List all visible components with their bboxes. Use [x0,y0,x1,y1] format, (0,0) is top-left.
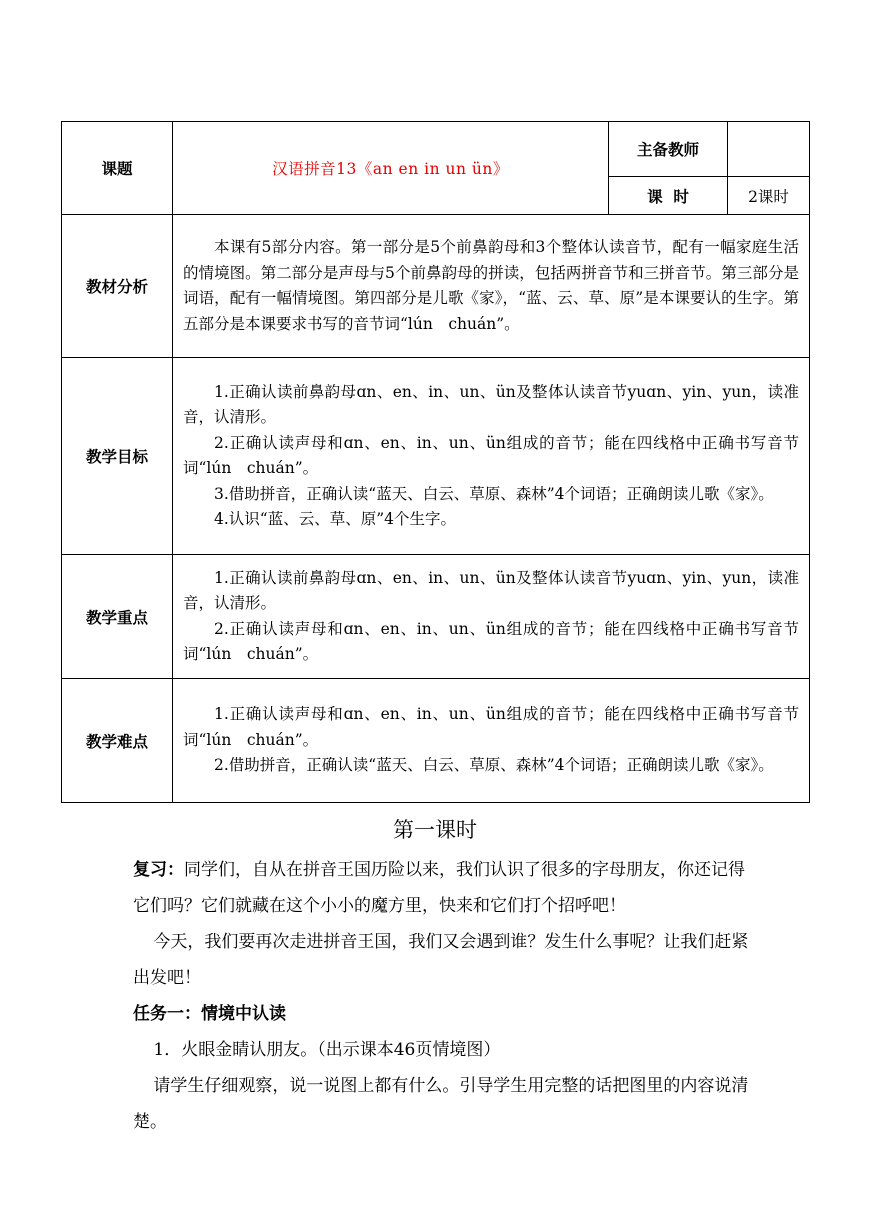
content-line: 本课有5部分内容。第一部分是5个前鼻韵母和3个整体认读音节，配有一幅家庭生活的情境图。第二部分是声母与5个前鼻韵母的拼读，包括两拼音节和三拼音节。第三部分是词语，配有一幅情境图。第四部分是儿歌《家》，“蓝、云、草、原”是本课要认的生字。第五部分是本课要求书写的音节词“lún chuán”。 [183,238,799,333]
row-key-points [62,555,810,679]
lead-teacher-value [728,122,810,177]
review-label: 复习： [133,860,184,880]
row-difficulties [62,679,810,803]
content-line: 4.认识“蓝、云、草、原”4个生字。 [214,510,456,528]
step1-paragraph: 1．火眼金睛认朋友。（出示课本46页情境图） [153,1040,501,1060]
row-content [173,358,810,555]
row-content [173,555,810,679]
row-label: 教材分析 [62,215,173,358]
lesson-plan-table [61,121,810,803]
lesson-body [133,852,753,1140]
review-text: 同学们，自从在拼音王国历险以来，我们认识了很多的字母朋友，你还记得它们吗？它们就藏在这个小小的魔方里，快来和它们打个招呼吧！ [133,860,745,916]
content-line: 2.正确认读声母和ɑn、en、in、un、ün组成的音节；能在四线格中正确书写音节词“lún chuán”。 [183,433,799,477]
content-line: 2.正确认读声母和ɑn、en、in、un、ün组成的音节；能在四线格中正确书写音节词“lún chuán”。 [183,619,799,663]
content-line: 3.借助拼音，正确认读“蓝天、白云、草原、森林”4个词语；正确朗读儿歌《家》。 [214,484,774,503]
topic-label: 课题 [62,122,173,215]
task1-heading: 任务一：情境中认读 [133,1004,286,1024]
row-material-analysis [62,215,810,358]
row-label: 教学难点 [62,679,173,803]
content-line: 2.借助拼音，正确认读“蓝天、白云、草原、森林”4个词语；正确朗读儿歌《家》。 [214,756,774,775]
header-row-1 [62,122,810,177]
row-label: 教学重点 [62,555,173,679]
content-line: 1.正确认读前鼻韵母ɑn、en、in、un、ün及整体认读音节yuɑn、yin、yun，读准音，认清形。 [183,382,799,426]
section-title: 第一课时 [393,818,477,842]
content-line: 1.正确认读声母和ɑn、en、in、un、ün组成的音节；能在四线格中正确书写音节词“lún chuán”。 [183,705,799,749]
row-teaching-goals [62,358,810,555]
lesson-title: 汉语拼音13《an en in un ün》 [173,122,609,215]
period-value: 2课时 [728,177,810,215]
row-content [173,679,810,803]
period-label: 课 时 [609,177,728,215]
lead-teacher-label: 主备教师 [609,122,728,177]
review-paragraph [133,852,753,924]
row-label: 教学目标 [62,358,173,555]
content-line: 1.正确认读前鼻韵母ɑn、en、in、un、ün及整体认读音节yuɑn、yin、yun，读准音，认清形。 [183,568,799,612]
row-content [173,215,810,358]
intro-paragraph: 今天，我们要再次走进拼音王国，我们又会遇到谁？发生什么事呢？让我们赶紧出发吧！ [133,932,749,988]
step1-detail: 请学生仔细观察，说一说图上都有什么。引导学生用完整的话把图里的内容说清楚。 [133,1076,749,1132]
